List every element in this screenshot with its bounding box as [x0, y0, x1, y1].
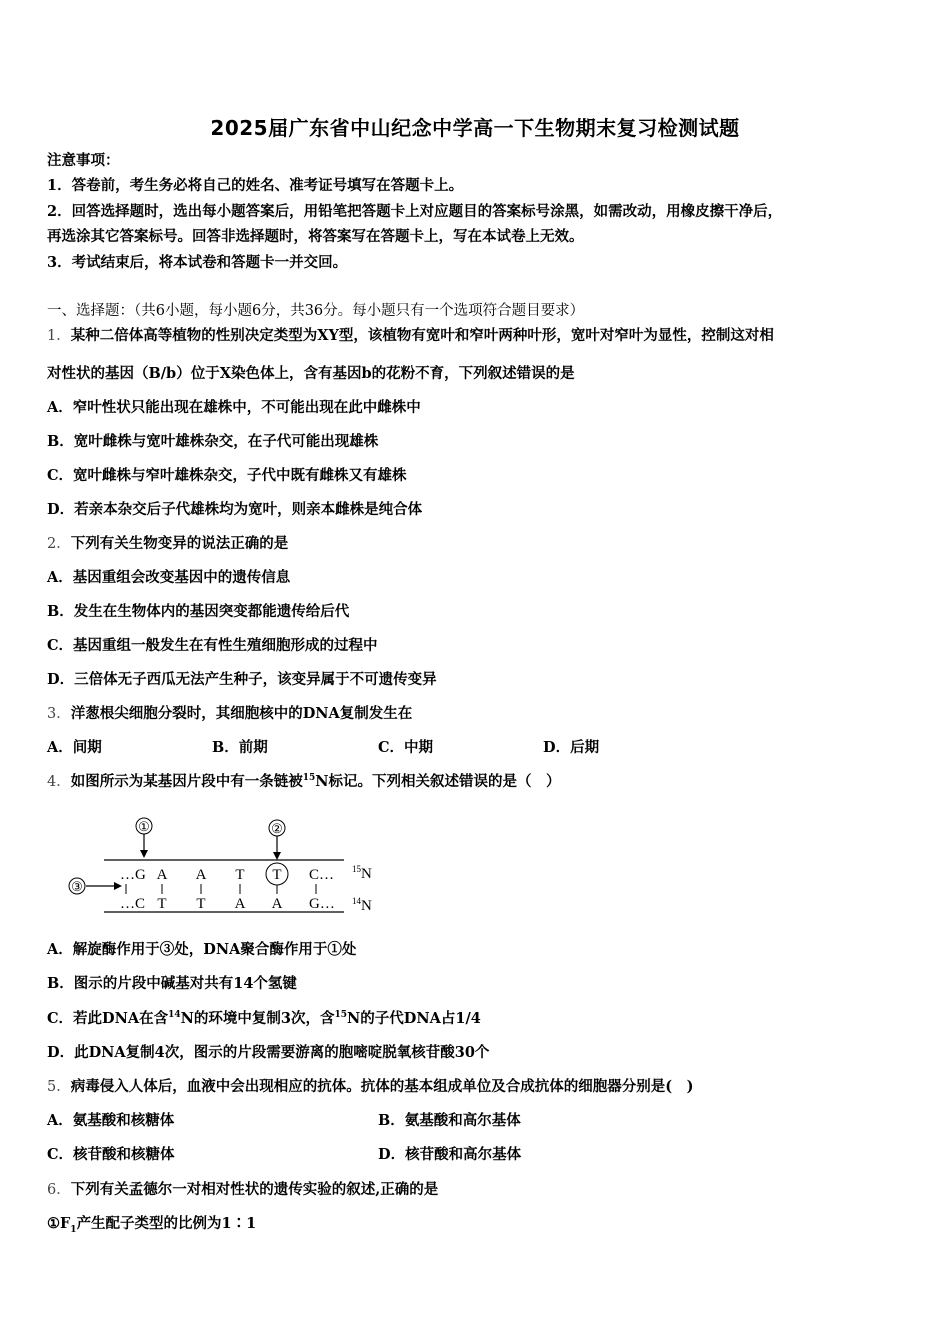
element-symbol: N [361, 866, 372, 882]
question-2-option-c: C．基因重组一般发生在有性生殖细胞形成的过程中 [47, 637, 378, 654]
question-number: 3． [47, 706, 71, 722]
question-number: 2． [47, 536, 71, 552]
question-5-option-a: A．氨基酸和核糖体 [47, 1112, 175, 1129]
option-text: N的环境中复制3次，含 [180, 1010, 335, 1027]
option-text: N的子代DNA占1/4 [347, 1010, 481, 1027]
question-text: 病毒侵入人体后，血液中会出现相应的抗体。抗体的基本组成单位及合成抗体的细胞器分别是( ) [70, 1078, 694, 1095]
isotope-superscript: 15 [334, 1010, 348, 1021]
notice-heading: 注意事项： [47, 152, 120, 169]
question-5-options-row-1 [47, 1111, 907, 1131]
dna-strand-figure [64, 812, 394, 922]
question-1-option-a: A．窄叶性状只能出现在雄株中，不可能出现在此中雌株中 [47, 399, 421, 416]
arrowhead [140, 850, 148, 858]
question-3-option-d: D．后期 [543, 739, 600, 756]
question-1-stem-cont: 对性状的基因（B/b）位于X染色体上，含有基因b的花粉不育，下列叙述错误的是 [47, 365, 575, 382]
option-text: C．若此DNA在含 [47, 1010, 169, 1027]
notice-item: 3．考试结束后，将本试卷和答题卡一并交回。 [47, 254, 348, 271]
notice-item: 2．回答选择题时，选出每小题答案后，用铅笔把答题卡上对应题目的答案标号涂黑，如需改动，用橡皮擦干净后， [47, 203, 783, 220]
question-5-option-d: D．核苷酸和高尔基体 [378, 1146, 522, 1163]
question-text: 下列有关生物变异的说法正确的是 [70, 535, 289, 552]
question-4-option-c [47, 1009, 481, 1029]
notice-item: 1．答卷前，考生务必将自己的姓名、准考证号填写在答题卡上。 [47, 177, 464, 194]
top-base: T [235, 867, 245, 883]
question-text: 洋葱根尖细胞分裂时，其细胞核中的DNA复制发生在 [70, 705, 413, 722]
isotope-superscript: 14 [168, 1010, 181, 1021]
marker-1-label: ① [138, 819, 150, 834]
marker-3-label: ③ [71, 879, 83, 894]
page-title: 2025届广东省中山纪念中学高一下生物期末复习检测试题 [210, 116, 740, 140]
question-4-stem [47, 772, 561, 792]
marker-2-label: ② [271, 821, 283, 836]
question-text: 下列有关孟德尔一对相对性状的遗传实验的叙述,正确的是 [70, 1181, 439, 1198]
top-base: …G [120, 867, 146, 883]
question-number: 1． [47, 328, 71, 344]
question-number: 6． [47, 1182, 71, 1198]
top-base: A [156, 867, 168, 883]
bottom-strand-label [352, 896, 372, 914]
question-2-option-d: D．三倍体无子西瓜无法产生种子，该变异属于不可遗传变异 [47, 671, 437, 688]
generation-subscript: 1 [70, 1224, 77, 1235]
isotope-superscript: 15 [352, 864, 361, 874]
element-symbol: N [361, 898, 372, 914]
top-strand-label [352, 864, 372, 882]
question-number: 4． [47, 774, 71, 790]
item-text: 产生配子类型的比例为1∶1 [76, 1215, 257, 1232]
question-1-stem [47, 326, 774, 346]
question-4-option-a: A．解旋酶作用于③处，DNA聚合酶作用于①处 [47, 941, 357, 958]
bottom-base: T [157, 896, 167, 912]
item-text: ①F [47, 1215, 71, 1232]
question-3-stem [47, 704, 412, 724]
question-number: 5． [47, 1079, 71, 1095]
top-base: C… [309, 867, 335, 883]
question-text: 某种二倍体高等植物的性别决定类型为XY型，该植物有宽叶和窄叶两种叶形，宽叶对窄叶为显性，控制这对相 [70, 327, 774, 344]
top-base: A [195, 867, 207, 883]
section-heading: 一、选择题：（共6小题，每小题6分，共36分。每小题只有一个选项符合题目要求） [47, 303, 585, 319]
isotope-superscript: 14 [352, 896, 361, 906]
arrowhead [273, 852, 281, 860]
question-2-option-b: B．发生在生物体内的基因突变都能遗传给后代 [47, 603, 350, 620]
question-6-stem [47, 1180, 438, 1200]
question-3-option-a: A．间期 [47, 739, 102, 756]
question-1-option-b: B．宽叶雌株与宽叶雄株杂交，在子代可能出现雄株 [47, 433, 379, 450]
question-5-options-row-2 [47, 1145, 907, 1165]
question-5-option-c: C．核苷酸和核糖体 [47, 1146, 175, 1163]
question-1-option-d: D．若亲本杂交后子代雄株均为宽叶，则亲本雌株是纯合体 [47, 501, 423, 518]
question-3-option-b: B．前期 [212, 739, 268, 756]
bottom-base: A [234, 896, 246, 912]
question-1-option-c: C．宽叶雌株与窄叶雄株杂交，子代中既有雌株又有雄株 [47, 467, 407, 484]
question-4-option-d: D．此DNA复制4次，图示的片段需要游离的胞嘧啶脱氧核苷酸30个 [47, 1044, 490, 1061]
bottom-base: T [196, 896, 206, 912]
isotope-superscript: 15 [302, 773, 316, 784]
top-base: T [272, 867, 282, 883]
question-6-item-1 [47, 1214, 256, 1234]
question-5-option-b: B．氨基酸和高尔基体 [378, 1112, 521, 1129]
bottom-base: G… [309, 896, 335, 912]
arrowhead [114, 882, 122, 890]
question-3-options [47, 738, 907, 758]
bottom-base: A [271, 896, 283, 912]
question-text: 如图所示为某基因片段中有一条链被 [70, 773, 303, 790]
notice-item: 再选涂其它答案标号。回答非选择题时，将答案写在答题卡上，写在本试卷上无效。 [47, 228, 584, 245]
question-5-stem [47, 1077, 693, 1097]
question-2-option-a: A．基因重组会改变基因中的遗传信息 [47, 569, 291, 586]
question-4-option-b: B．图示的片段中碱基对共有14个氢键 [47, 975, 297, 992]
bottom-base: …C [120, 896, 146, 912]
question-text: N标记。下列相关叙述错误的是（ ） [315, 773, 561, 790]
question-2-stem [47, 534, 288, 554]
question-3-option-c: C．中期 [378, 739, 434, 756]
